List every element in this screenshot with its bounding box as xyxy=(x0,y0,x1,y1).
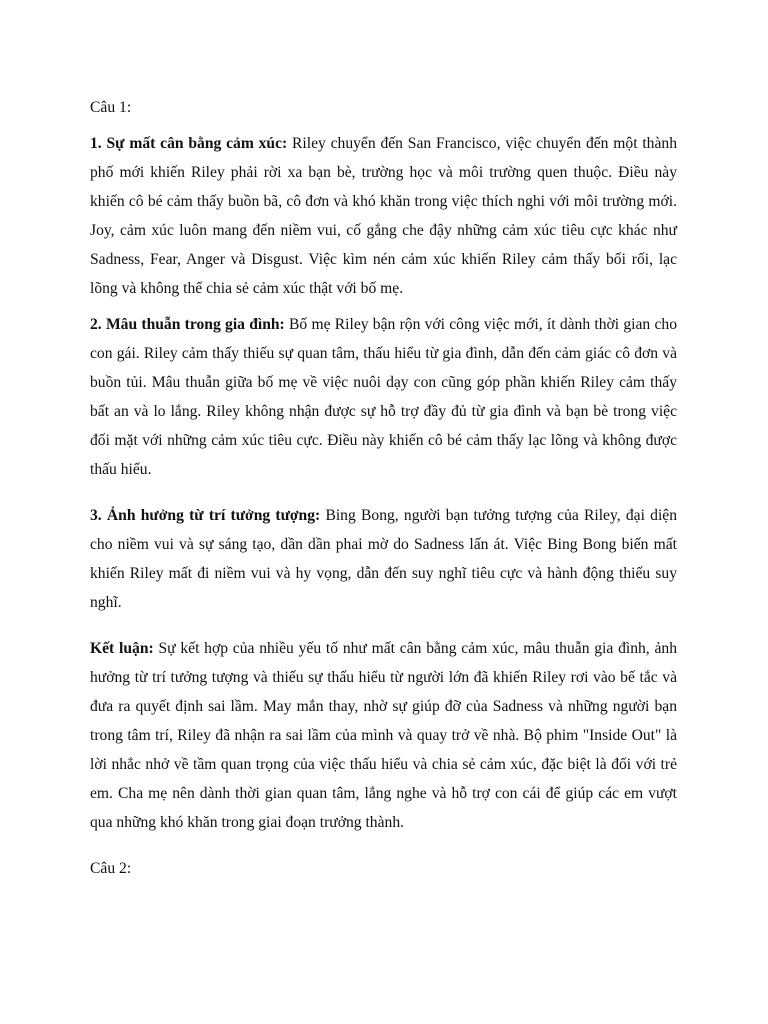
section-2-title: 2. Mâu thuẫn trong gia đình: xyxy=(90,316,285,333)
section-emotional-imbalance xyxy=(90,129,677,303)
section-conclusion xyxy=(90,634,677,837)
section-family-conflict xyxy=(90,310,677,484)
document-page xyxy=(90,93,677,883)
conclusion-title: Kết luận: xyxy=(90,640,154,657)
section-1-title: 1. Sự mất cân bằng cảm xúc: xyxy=(90,135,288,152)
section-2-body: Bố mẹ Riley bận rộn với công việc mới, ít dành thời gian cho con gái. Riley cảm thấy thiếu sự quan tâm, thấu hiểu từ gia đình, dẫn đến cảm giác cô đơn và buồn tủi. Mâu thuẫn giữa bố mẹ về việc nuôi dạy con cũng góp phần khiến Riley cảm thấy bất an và lo lắng. Riley không nhận được sự hỗ trợ đầy đủ từ gia đình và bạn bè trong việc đối mặt với những cảm xúc tiêu cực. Điều này khiến cô bé cảm thấy lạc lõng và không được thấu hiểu. xyxy=(90,316,677,478)
conclusion-body: Sự kết hợp của nhiều yếu tố như mất cân bằng cảm xúc, mâu thuẫn gia đình, ảnh hưởng từ trí tưởng tượng và thiếu sự thấu hiểu từ người lớn đã khiến Riley rơi vào bế tắc và đưa ra quyết định sai lầm. May mắn thay, nhờ sự giúp đỡ của Sadness và những người bạn trong tâm trí, Riley đã nhận ra sai lầm của mình và quay trở về nhà. Bộ phim "Inside Out" là lời nhắc nhở về tầm quan trọng của việc thấu hiểu và chia sẻ cảm xúc, đặc biệt là đối với trẻ em. Cha mẹ nên dành thời gian quan tâm, lắng nghe và hỗ trợ con cái để giúp các em vượt qua những khó khăn trong giai đoạn trưởng thành. xyxy=(90,640,677,831)
section-imagination-influence xyxy=(90,501,677,617)
question-1-heading: Câu 1: xyxy=(90,99,132,116)
section-1-body: Riley chuyển đến San Francisco, việc chuyển đến một thành phố mới khiến Riley phải rời xa bạn bè, trường học và môi trường quen thuộc. Điều này khiến cô bé cảm thấy buồn bã, cô đơn và khó khăn trong việc thích nghi với môi trường mới. Joy, cảm xúc luôn mang đến niềm vui, cố gắng che đậy những cảm xúc tiêu cực khác như Sadness, Fear, Anger và Disgust. Việc kìm nén cảm xúc khiến Riley cảm thấy bối rối, lạc lõng và không thể chia sẻ cảm xúc thật với bố mẹ. xyxy=(90,135,677,297)
section-3-title: 3. Ảnh hưởng từ trí tưởng tượng: xyxy=(90,507,321,524)
section-3-body: Bing Bong, người bạn tưởng tượng của Riley, đại diện cho niềm vui và sự sáng tạo, dần dần phai mờ do Sadness lấn át. Việc Bing Bong biến mất khiến Riley mất đi niềm vui và hy vọng, dẫn đến suy nghĩ tiêu cực và hành động thiếu suy nghĩ. xyxy=(90,507,677,611)
question-2-heading: Câu 2: xyxy=(90,860,132,877)
